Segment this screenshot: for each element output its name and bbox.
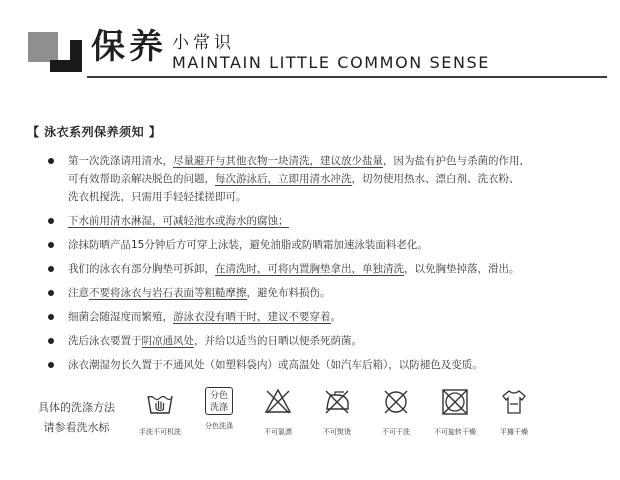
bullet-icon: [48, 266, 54, 272]
header: [0, 0, 620, 90]
item-text-underlined: 下水前用清水淋湿，可减轻池水或海水的腐蚀；: [68, 215, 289, 227]
item-text: ，以免胸垫掉落，滑出。: [404, 263, 520, 275]
item-text: 细菌会随湿度而繁殖，: [68, 311, 173, 323]
item-text: ，因为盐有护色与杀菌的作用，: [383, 155, 530, 167]
bullet-icon: [48, 362, 54, 368]
item-text-underlined: 游泳衣没有晒干时，建议不要穿着: [173, 311, 331, 323]
item-text-underlined: 每次游泳后，立即用清水冲洗: [215, 173, 352, 185]
care-symbol: [136, 387, 184, 437]
page-subtitle-en: MAINTAIN LITTLE COMMON SENSE: [172, 53, 491, 72]
bullet-icon: [48, 158, 54, 164]
item-line: [68, 188, 568, 206]
care-icon-text: 洗涤: [209, 403, 228, 413]
no-tumble-dry-icon: [440, 387, 470, 417]
care-caption: 手洗不可机洗: [139, 428, 181, 436]
item-text: 可有效帮助亲解决脱色的问题，: [68, 173, 215, 185]
item-text: ，避免布料损伤。: [246, 287, 331, 299]
item-text: 泳衣潮湿勿长久置于不通风处（如塑料袋内）或高温处（如汽车后箱），以防褪色及变质。: [68, 359, 483, 371]
bullet-icon: [48, 290, 54, 296]
care-caption: 分色洗涤: [205, 422, 233, 430]
care-symbol: [254, 387, 302, 437]
item-text: ，切勿使用热水、漂白剂、洗衣粉、: [351, 173, 520, 185]
care-label-line: 具体的洗涤方法: [38, 401, 115, 414]
item-line: [68, 152, 568, 170]
care-symbol: [195, 387, 243, 431]
care-caption: 不可熨烫: [323, 428, 351, 436]
care-caption: 不可旋转干燥: [434, 428, 476, 436]
flat-dry-icon: [499, 387, 529, 417]
item-text: ，并给以适当的日晒以便杀死荫菌。: [194, 335, 362, 347]
list-item: [48, 332, 568, 350]
bullet-icon: [48, 218, 54, 224]
care-symbols: [136, 387, 566, 447]
list-item: [48, 356, 568, 374]
care-symbol: [431, 387, 479, 437]
item-text: 我们的泳衣有部分胸垫可拆卸，: [68, 263, 215, 275]
list-item: [48, 152, 568, 206]
no-iron-icon: [322, 387, 352, 417]
item-text: 洗衣机搅洗，只需用手轻轻揉搓即可。: [68, 191, 247, 203]
header-divider: [87, 76, 607, 78]
list-item: [48, 236, 568, 254]
care-instructions-list: [48, 152, 568, 374]
list-item: [48, 260, 568, 278]
care-label-line: 请参看洗水标: [43, 421, 110, 434]
hand-wash-icon: [145, 387, 175, 417]
care-symbol: [490, 387, 538, 437]
care-caption: 不可氯漂: [264, 428, 292, 436]
care-symbol: [313, 387, 361, 437]
item-text: 涂抹防晒产品15分钟后方可穿上泳装，避免油脂或防晒霜加速泳装面料老化。: [68, 239, 428, 251]
item-text-underlined: 在清洗时，可将内置胸垫拿出，单独清洗: [215, 263, 404, 275]
care-label: [38, 398, 115, 438]
care-caption: 不可干洗: [382, 428, 410, 436]
care-icon-text: 分色: [209, 391, 228, 401]
item-text: 第一次洗涤请用清水，: [68, 155, 173, 167]
separate-wash-icon: [205, 387, 233, 415]
bullet-icon: [48, 338, 54, 344]
bullet-icon: [48, 314, 54, 320]
list-item: [48, 212, 568, 230]
page-title: 保养: [91, 27, 167, 67]
care-symbol: [372, 387, 420, 437]
item-line: [68, 170, 568, 188]
item-text-underlined: 不要将泳衣与岩石表面等粗糙摩擦: [89, 287, 247, 299]
list-item: [48, 308, 568, 326]
list-item: [48, 284, 568, 302]
care-caption: 平摊干燥: [500, 428, 528, 436]
logo-corner-icon: [50, 40, 82, 72]
item-text: 洗后泳衣要置于: [68, 335, 142, 347]
item-text: 。: [330, 311, 341, 323]
section-title: 【 泳衣系列保养须知 】: [27, 125, 162, 139]
no-bleach-icon: [263, 387, 293, 417]
item-text: 注意: [68, 287, 89, 299]
bullet-icon: [48, 242, 54, 248]
item-text-underlined: 尽量避开与其他衣物一块清洗，建议放少盐量: [173, 155, 383, 167]
no-dry-clean-icon: [381, 387, 411, 417]
page-subtitle-cn: 小常识: [172, 33, 235, 53]
item-text-underlined: 阴凉通风处: [141, 335, 194, 347]
